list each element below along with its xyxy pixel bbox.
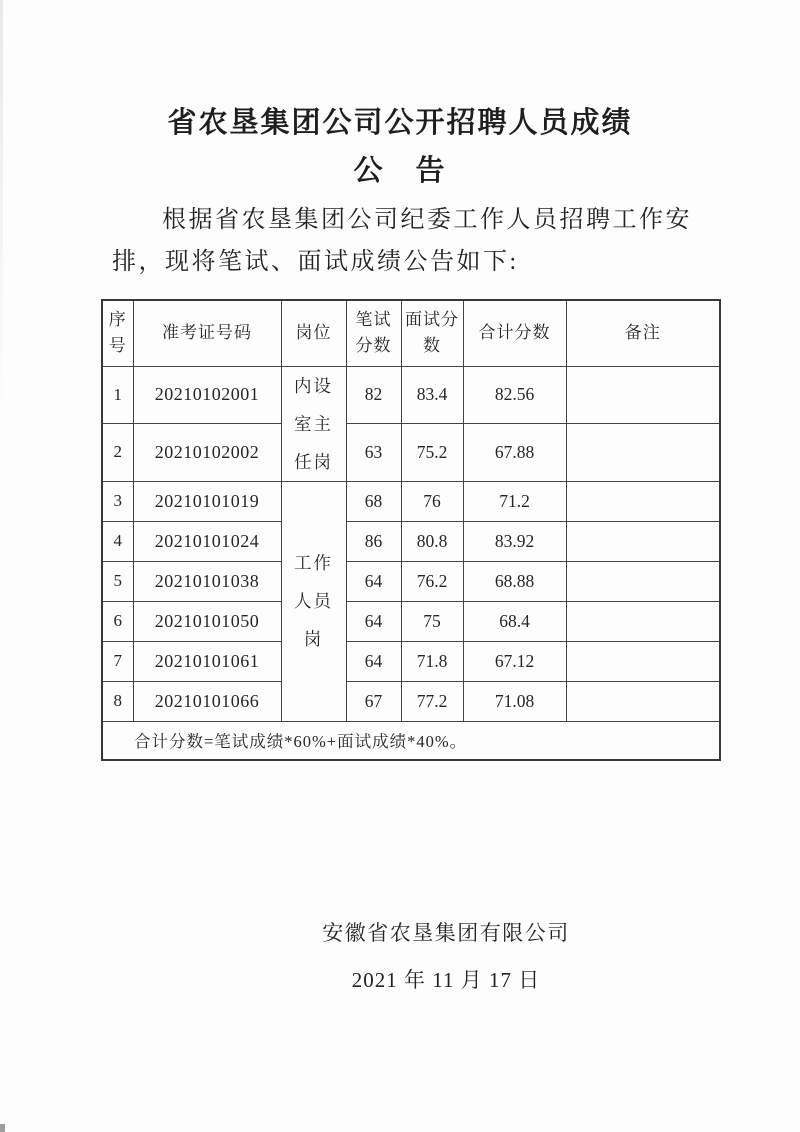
note-cell: [566, 366, 720, 424]
table-row: [102, 681, 720, 721]
ticket-id-cell: 20210101066: [133, 681, 281, 721]
interview-score-cell: 76.2: [401, 561, 463, 601]
note-cell: [566, 424, 720, 482]
total-score-cell: 68.4: [463, 601, 566, 641]
table-row: [102, 601, 720, 641]
header-interview-score: 面试分数: [401, 300, 463, 366]
header-total-score: 合计分数: [463, 300, 566, 366]
no-cell: 6: [102, 601, 133, 641]
note-cell: [566, 481, 720, 521]
position-cell-staff: 工作人员岗: [281, 481, 346, 721]
ticket-id-cell: 20210102001: [133, 366, 281, 424]
signature-company: 安徽省农垦集团有限公司: [322, 921, 570, 945]
page-subtitle: 公 告: [353, 155, 447, 187]
written-score-cell: 86: [346, 521, 401, 561]
total-score-cell: 83.92: [463, 521, 566, 561]
page-title: 省农垦集团公司公开招聘人员成绩: [167, 107, 633, 139]
ticket-id-cell: 20210101050: [133, 601, 281, 641]
signature-block: [0, 917, 800, 994]
header-no: 序号: [102, 300, 133, 366]
score-formula-note: 合计分数=笔试成绩*60%+面试成绩*40%。: [102, 721, 720, 760]
header-ticket-id: 准考证号码: [133, 300, 281, 366]
position-cell-director: 内设室主任岗: [281, 366, 346, 481]
total-score-cell: 67.12: [463, 641, 566, 681]
ticket-id-cell: 20210101019: [133, 481, 281, 521]
no-cell: 5: [102, 561, 133, 601]
header-remarks: 备注: [566, 300, 720, 366]
note-cell: [566, 521, 720, 561]
total-score-cell: 71.2: [463, 481, 566, 521]
written-score-cell: 82: [346, 366, 401, 424]
scan-edge-artifact: [0, 0, 3, 430]
written-score-cell: 67: [346, 681, 401, 721]
ticket-id-cell: 20210101024: [133, 521, 281, 561]
interview-score-cell: 71.8: [401, 641, 463, 681]
written-score-cell: 63: [346, 424, 401, 482]
table-header-row: [102, 300, 720, 366]
no-cell: 8: [102, 681, 133, 721]
no-cell: 3: [102, 481, 133, 521]
table-footnote-row: [102, 721, 720, 760]
table-row: [102, 521, 720, 561]
interview-score-cell: 76: [401, 481, 463, 521]
header-position: 岗位: [281, 300, 346, 366]
table-row: [102, 366, 720, 424]
no-cell: 1: [102, 366, 133, 424]
note-cell: [566, 641, 720, 681]
ticket-id-cell: 20210101061: [133, 641, 281, 681]
table-row: [102, 641, 720, 681]
total-score-cell: 68.88: [463, 561, 566, 601]
note-cell: [566, 681, 720, 721]
interview-score-cell: 77.2: [401, 681, 463, 721]
total-score-cell: 67.88: [463, 424, 566, 482]
total-score-cell: 71.08: [463, 681, 566, 721]
intro-paragraph: 根据省农垦集团公司纪委工作人员招聘工作安排，现将笔试、面试成绩公告如下:: [112, 207, 692, 275]
written-score-cell: 64: [346, 561, 401, 601]
table-row: [102, 561, 720, 601]
no-cell: 2: [102, 424, 133, 482]
written-score-cell: 64: [346, 641, 401, 681]
signature-date: 2021 年 11 月 17 日: [351, 968, 541, 992]
ticket-id-cell: 20210101038: [133, 561, 281, 601]
interview-score-cell: 80.8: [401, 521, 463, 561]
written-score-cell: 68: [346, 481, 401, 521]
scan-corner-artifact: [0, 1124, 5, 1132]
table-row: [102, 481, 720, 521]
ticket-id-cell: 20210102002: [133, 424, 281, 482]
score-table: [101, 299, 721, 761]
interview-score-cell: 83.4: [401, 366, 463, 424]
total-score-cell: 82.56: [463, 366, 566, 424]
header-written-score: 笔试分数: [346, 300, 401, 366]
table-row: [102, 424, 720, 482]
interview-score-cell: 75.2: [401, 424, 463, 482]
interview-score-cell: 75: [401, 601, 463, 641]
note-cell: [566, 601, 720, 641]
no-cell: 7: [102, 641, 133, 681]
note-cell: [566, 561, 720, 601]
written-score-cell: 64: [346, 601, 401, 641]
no-cell: 4: [102, 521, 133, 561]
